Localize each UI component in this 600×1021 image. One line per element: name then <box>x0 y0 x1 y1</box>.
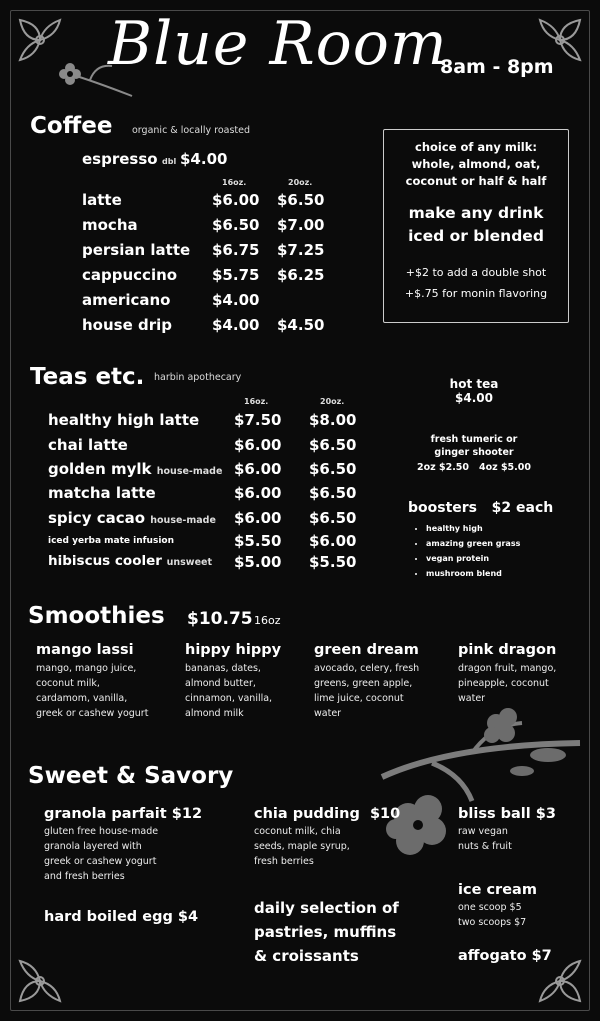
chia-pudding: chia pudding $10 coconut milk, chia seeds, maple syrup, fresh berries <box>254 806 401 867</box>
tea-price-20oz: $6.00 <box>309 532 357 550</box>
boosters-list <box>412 521 520 581</box>
tea-price-16oz: $7.50 <box>234 411 282 429</box>
addon-line: +$2 to add a double shot <box>405 266 547 279</box>
coffee-price-16oz: $6.75 <box>212 241 260 259</box>
tea-price-16oz: $5.00 <box>234 553 282 571</box>
tea-price-16oz: $5.50 <box>234 532 282 550</box>
espresso-dbl: dbl <box>162 157 177 166</box>
coffee-price-20oz: $6.25 <box>277 266 325 284</box>
espresso-price: $4.00 <box>180 150 228 168</box>
tea-price-16oz: $6.00 <box>234 436 282 454</box>
coffee-price-16oz: $4.00 <box>212 291 260 309</box>
milk-line: whole, almond, oat, <box>411 157 541 171</box>
booster-item: • mushroom blend <box>426 566 520 581</box>
hard-boiled-egg: hard boiled egg $4 <box>44 909 199 925</box>
sweet-savory-section-title: Sweet & Savory <box>28 763 234 789</box>
coffee-price-20oz: $7.00 <box>277 216 325 234</box>
booster-item: • healthy high <box>426 521 520 536</box>
tea-price-20oz: $6.50 <box>309 436 357 454</box>
milk-line: choice of any milk: <box>415 140 537 154</box>
cafe-title: Blue Room <box>108 9 448 79</box>
coffee-price-16oz: $5.75 <box>212 266 260 284</box>
shooter-block <box>406 433 542 474</box>
teas-size-small: 16oz. <box>244 397 269 406</box>
coffee-item: americano <box>82 291 171 309</box>
tea-item: hibiscus cooler unsweet <box>48 553 212 569</box>
addon-line: +$.75 for monin flavoring <box>404 287 548 300</box>
smoothie-item: mango lassi mango, mango juice, coconut milk, cardamom, vanilla, greek or cashew yogurt <box>36 642 149 719</box>
tea-price-20oz: $6.50 <box>309 460 357 478</box>
corner-ornament-bottom-left-icon <box>16 957 64 1005</box>
smoothies-price: $10.75 <box>187 609 253 629</box>
hot-tea-block <box>406 377 542 405</box>
coffee-price-20oz: $4.50 <box>277 316 325 334</box>
espresso-name: espresso <box>82 150 158 168</box>
coffee-item: persian latte <box>82 241 191 259</box>
tea-price-20oz: $5.50 <box>309 553 357 571</box>
smoothies-section-title: Smoothies <box>28 603 165 629</box>
bliss-ball: bliss ball $3 raw vegan nuts & fruit <box>458 806 556 852</box>
coffee-price-16oz: $6.00 <box>212 191 260 209</box>
booster-item: • amazing green grass <box>426 536 520 551</box>
tea-item: matcha latte <box>48 484 156 502</box>
iced-line: iced or blended <box>408 227 544 245</box>
affogato: affogato $7 <box>458 948 552 964</box>
coffee-item: mocha <box>82 216 138 234</box>
coffee-section-title: Coffee <box>30 113 113 139</box>
coffee-subtitle: organic & locally roasted <box>132 125 251 136</box>
coffee-item: cappuccino <box>82 266 178 284</box>
smoothie-item: green dream avocado, celery, fresh greens, green apple, lime juice, coconut water <box>314 642 420 719</box>
smoothie-item: hippy hippy bananas, dates, almond butter, cinnamon, vanilla, almond milk <box>185 642 282 719</box>
shooter-line: fresh tumeric or <box>430 434 518 445</box>
coffee-size-large: 20oz. <box>288 178 313 187</box>
opening-hours: 8am - 8pm <box>440 56 554 78</box>
shooter-line: ginger shooter <box>434 447 514 458</box>
booster-item: • vegan protein <box>426 551 520 566</box>
coffee-price-16oz: $4.00 <box>212 316 260 334</box>
teas-subtitle: harbin apothecary <box>154 372 242 383</box>
smoothies-size: 16oz <box>254 614 281 627</box>
tea-price-16oz: $6.00 <box>234 460 282 478</box>
tea-price-20oz: $6.50 <box>309 484 357 502</box>
milk-options-box <box>383 129 569 323</box>
granola-parfait: granola parfait $12 gluten free house-made granola layered with greek or cashew yogurt and fresh berries <box>44 806 203 882</box>
milk-line: coconut or half & half <box>405 174 547 188</box>
shooter-prices: 2oz $2.50 4oz $5.00 <box>417 462 531 473</box>
iced-line: make any drink <box>408 204 544 222</box>
tea-item: healthy high latte <box>48 411 200 429</box>
tea-price-20oz: $6.50 <box>309 509 357 527</box>
coffee-price-20oz: $7.25 <box>277 241 325 259</box>
coffee-item: latte <box>82 191 122 209</box>
teas-size-large: 20oz. <box>320 397 345 406</box>
coffee-price-16oz: $6.50 <box>212 216 260 234</box>
tea-price-20oz: $8.00 <box>309 411 357 429</box>
hot-tea-price: $4.00 <box>455 391 493 405</box>
ice-cream: ice cream one scoop $5 two scoops $7 <box>458 882 537 928</box>
pastries: daily selection of pastries, muffins & croissants <box>254 899 399 965</box>
tea-price-16oz: $6.00 <box>234 509 282 527</box>
tea-price-16oz: $6.00 <box>234 484 282 502</box>
smoothie-item: pink dragon dragon fruit, mango, pineapple, coconut water <box>458 642 557 704</box>
corner-ornament-bottom-right-icon <box>536 957 584 1005</box>
tea-item: iced yerba mate infusion <box>48 536 174 546</box>
teas-section-title: Teas etc. <box>30 364 145 390</box>
chia-pudding-title: chia pudding $10 <box>254 806 401 822</box>
boosters-title: boosters $2 each <box>408 500 554 516</box>
coffee-item: house drip <box>82 316 172 334</box>
tea-item: spicy cacao house-made <box>48 509 216 527</box>
coffee-price-20oz: $6.50 <box>277 191 325 209</box>
coffee-size-small: 16oz. <box>222 178 247 187</box>
tea-item: chai latte <box>48 436 128 454</box>
tea-item: golden mylk house-made <box>48 460 223 478</box>
hot-tea-name: hot tea <box>449 377 499 391</box>
